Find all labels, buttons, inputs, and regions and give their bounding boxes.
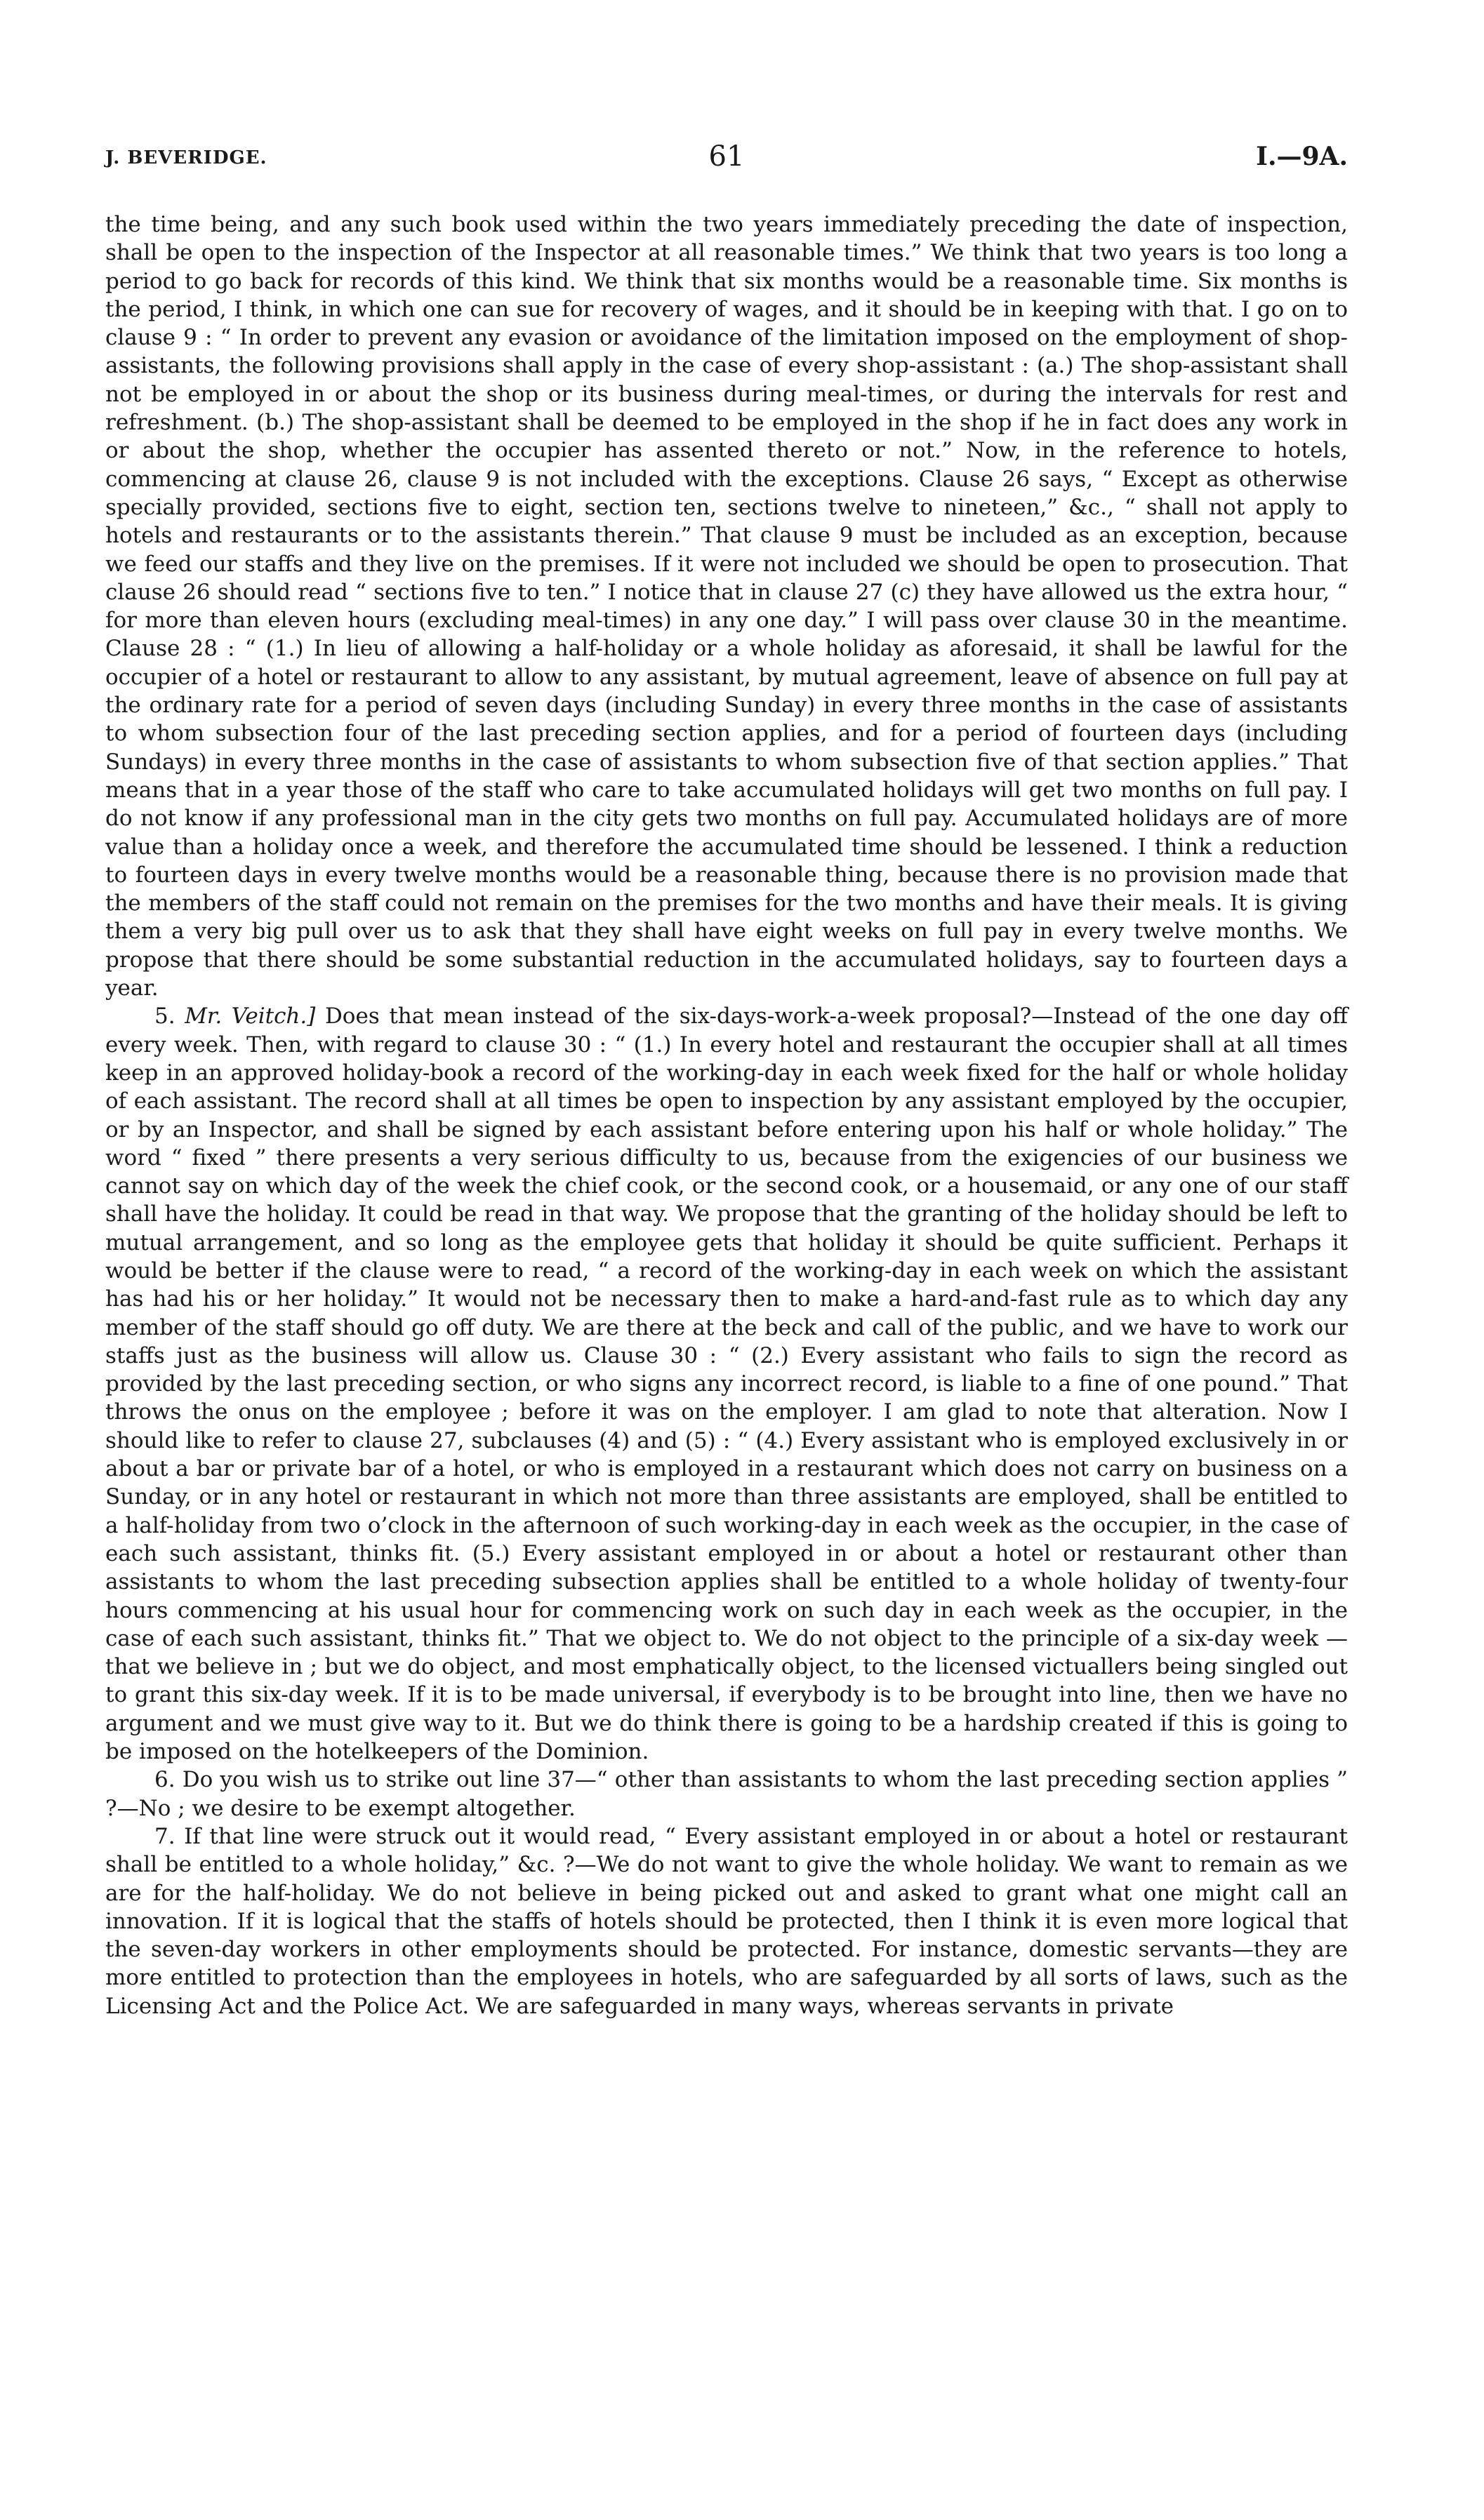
paragraph-text: the time being, and any such book used within the two years immediately preceding the date of inspection, shall be open to the inspection of the Inspector at all reasonable times.” We think that two years is too long a period to go back for records of this kind. We think that six months would be a reasonable time. Six months is the period, I think, in which one can sue for recovery of wages, and it should be in keeping with that. I go on to clause 9 : “ In order to prevent any evasion or avoidance of the limitation imposed on the employment of shop-assistants, the following provisions shall apply in the case of every shop-assistant : (a.) The shop-assistant shall not be employed in or about the shop or its business during meal-times, or during the intervals for rest and refreshment. (b.) The shop-assistant shall be deemed to be employed in the shop if he in fact does any work in or about the shop, whether the occupier has assented thereto or not.” Now, in the reference to hotels, commencing at clause 26, clause 9 is not included with the exceptions. Clause 26 says, “ Except as otherwise specially provided, sections five to eight, section ten, sections twelve to nineteen,” &c., “ shall not apply to hotels and restaurants or to the assistants therein.” That clause 9 must be included as an exception, because we feed our staffs and they live on the premises. If it were not included we should be open to prosecution. That clause 26 should read “ sections five to ten.” I notice that in clause 27 (c) they have allowed us the extra hour, “ for more than eleven hours (excluding meal-times) in any one day.” I will pass over clause 30 in the meantime. Clause 28 : “ (1.) In lieu of allowing a half-holiday or a whole holiday as aforesaid, it shall be lawful for the occupier of a hotel or restaurant to allow to any assistant, by mutual agreement, leave of absence on full pay at the ordinary rate for a period of seven days (including Sunday) in every three months in the case of assistants to whom subsection four of the last preceding section applies, and for a period of fourteen days (including Sundays) in every three months in the case of assistants to whom subsection five of that section applies.” That means that in a year those of the staff who care to take accumulated holidays will get two months on full pay. I do not know if any professional man in the city gets two months on full pay. Accumulated holidays are of more value than a holiday once a week, and therefore the accumulated time should be lessened. I think a reduction to fourteen days in every twelve months would be a reasonable thing, because there is no provision made that the members of the staff could not remain on the premises for the two months and have their meals. It is giving them a very big pull over us to ask that they shall have eight weeks on full pay in every twelve months. We propose that there should be some substantial reduction in the accumulated holidays, say to fourteen days a year.: [105, 212, 1348, 1001]
question-number: 6.: [154, 1767, 183, 1793]
question-number: 5.: [154, 1004, 185, 1029]
body-text: [105, 211, 1348, 2020]
question-number: 7.: [154, 1823, 185, 1849]
paragraph-text: If that line were struck out it would read, “ Every assistant employed in or about a hotel or restaurant shall be entitled to a whole holiday,” &c. ?—We do not want to give the whole holiday. We want to remain as we are for the half-holiday. We do not believe in being picked out and asked to grant what one might call an innovation. If it is logical that the staffs of hotels should be protected, then I think it is even more logical that the seven-day workers in other employments should be protected. For instance, domestic servants—they are more entitled to protection than the employees in hotels, who are safeguarded by all sorts of laws, such as the Licensing Act and the Police Act. We are safeguarded in many ways, whereas servants in private: [105, 1823, 1348, 2019]
paragraph-question-5: [105, 1002, 1348, 1766]
paragraph-question-6: [105, 1766, 1348, 1822]
paragraph-continuation: [105, 211, 1348, 1002]
page-header: [105, 140, 1348, 182]
running-head-witness: J. BEVERIDGE.: [105, 147, 267, 168]
paragraph-question-7: [105, 1822, 1348, 2020]
speaker-name: Mr. Veitch.]: [185, 1004, 325, 1029]
paragraph-text: Do you wish us to strike out line 37—“ other than assistants to whom the last preceding section applies ” ?—No ; we desire to be exempt altogether.: [105, 1767, 1349, 1821]
page-number: 61: [708, 140, 745, 173]
document-page: [105, 140, 1348, 2020]
paragraph-text: Does that mean instead of the six-days-work-a-week proposal?—Instead of the one day off every week. Then, with regard to clause 30 : “ (1.) In every hotel and restaurant the occupier shall at all times keep in an approved holiday-book a record of the working-day in each week fixed for the half or whole holiday of each assistant. The record shall at all times be open to inspection by any assistant employed by the occupier, or by an Inspector, and shall be signed by each assistant before entering upon his half or whole holiday.” The word “ fixed ” there presents a very serious difficulty to us, because from the exigencies of our business we cannot say on which day of the week the chief cook, or the second cook, or a housemaid, or any one of our staff shall have the holiday. It could be read in that way. We propose that the granting of the holiday should be left to mutual arrangement, and so long as the employee gets that holiday it should be quite sufficient. Perhaps it would be better if the clause were to read, “ a record of the working-day in each week on which the assistant has had his or her holiday.” It would not be necessary then to make a hard-and-fast rule as to which day any member of the staff should go off duty. We are there at the beck and call of the public, and we have to work our staffs just as the business will allow us. Clause 30 : “ (2.) Every assistant who fails to sign the record as provided by the last preceding section, or who signs any incorrect record, is liable to a fine of one pound.” That throws the onus on the employee ; before it was on the employer. I am glad to note that alteration. Now I should like to refer to clause 27, subclauses (4) and (5) : “ (4.) Every assistant who is employed exclusively in or about a bar or private bar of a hotel, or who is employed in a restaurant which does not carry on business on a Sunday, or in any hotel or restaurant in which not more than three assistants are employed, shall be entitled to a half-holiday from two o’clock in the afternoon of such working-day in each week as the occupier, in the case of each such assistant, thinks fit. (5.) Every assistant employed in or about a hotel or restaurant other than assistants to whom the last preceding subsection applies shall be entitled to a whole holiday of twenty-four hours commencing at his usual hour for commencing work on such day in each week as the occupier, in the case of each such assistant, thinks fit.” That we object to. We do not object to the principle of a six-day week —that we believe in ; but we do object, and most emphatically object, to the licensed victuallers being singled out to grant this six-day week. If it is to be made universal, if everybody is to be brought into line, then we have no argument and we must give way to it. But we do think there is going to be a hardship created if this is going to be imposed on the hotelkeepers of the Dominion.: [105, 1004, 1348, 1765]
document-reference: I.—9A.: [1256, 142, 1348, 171]
